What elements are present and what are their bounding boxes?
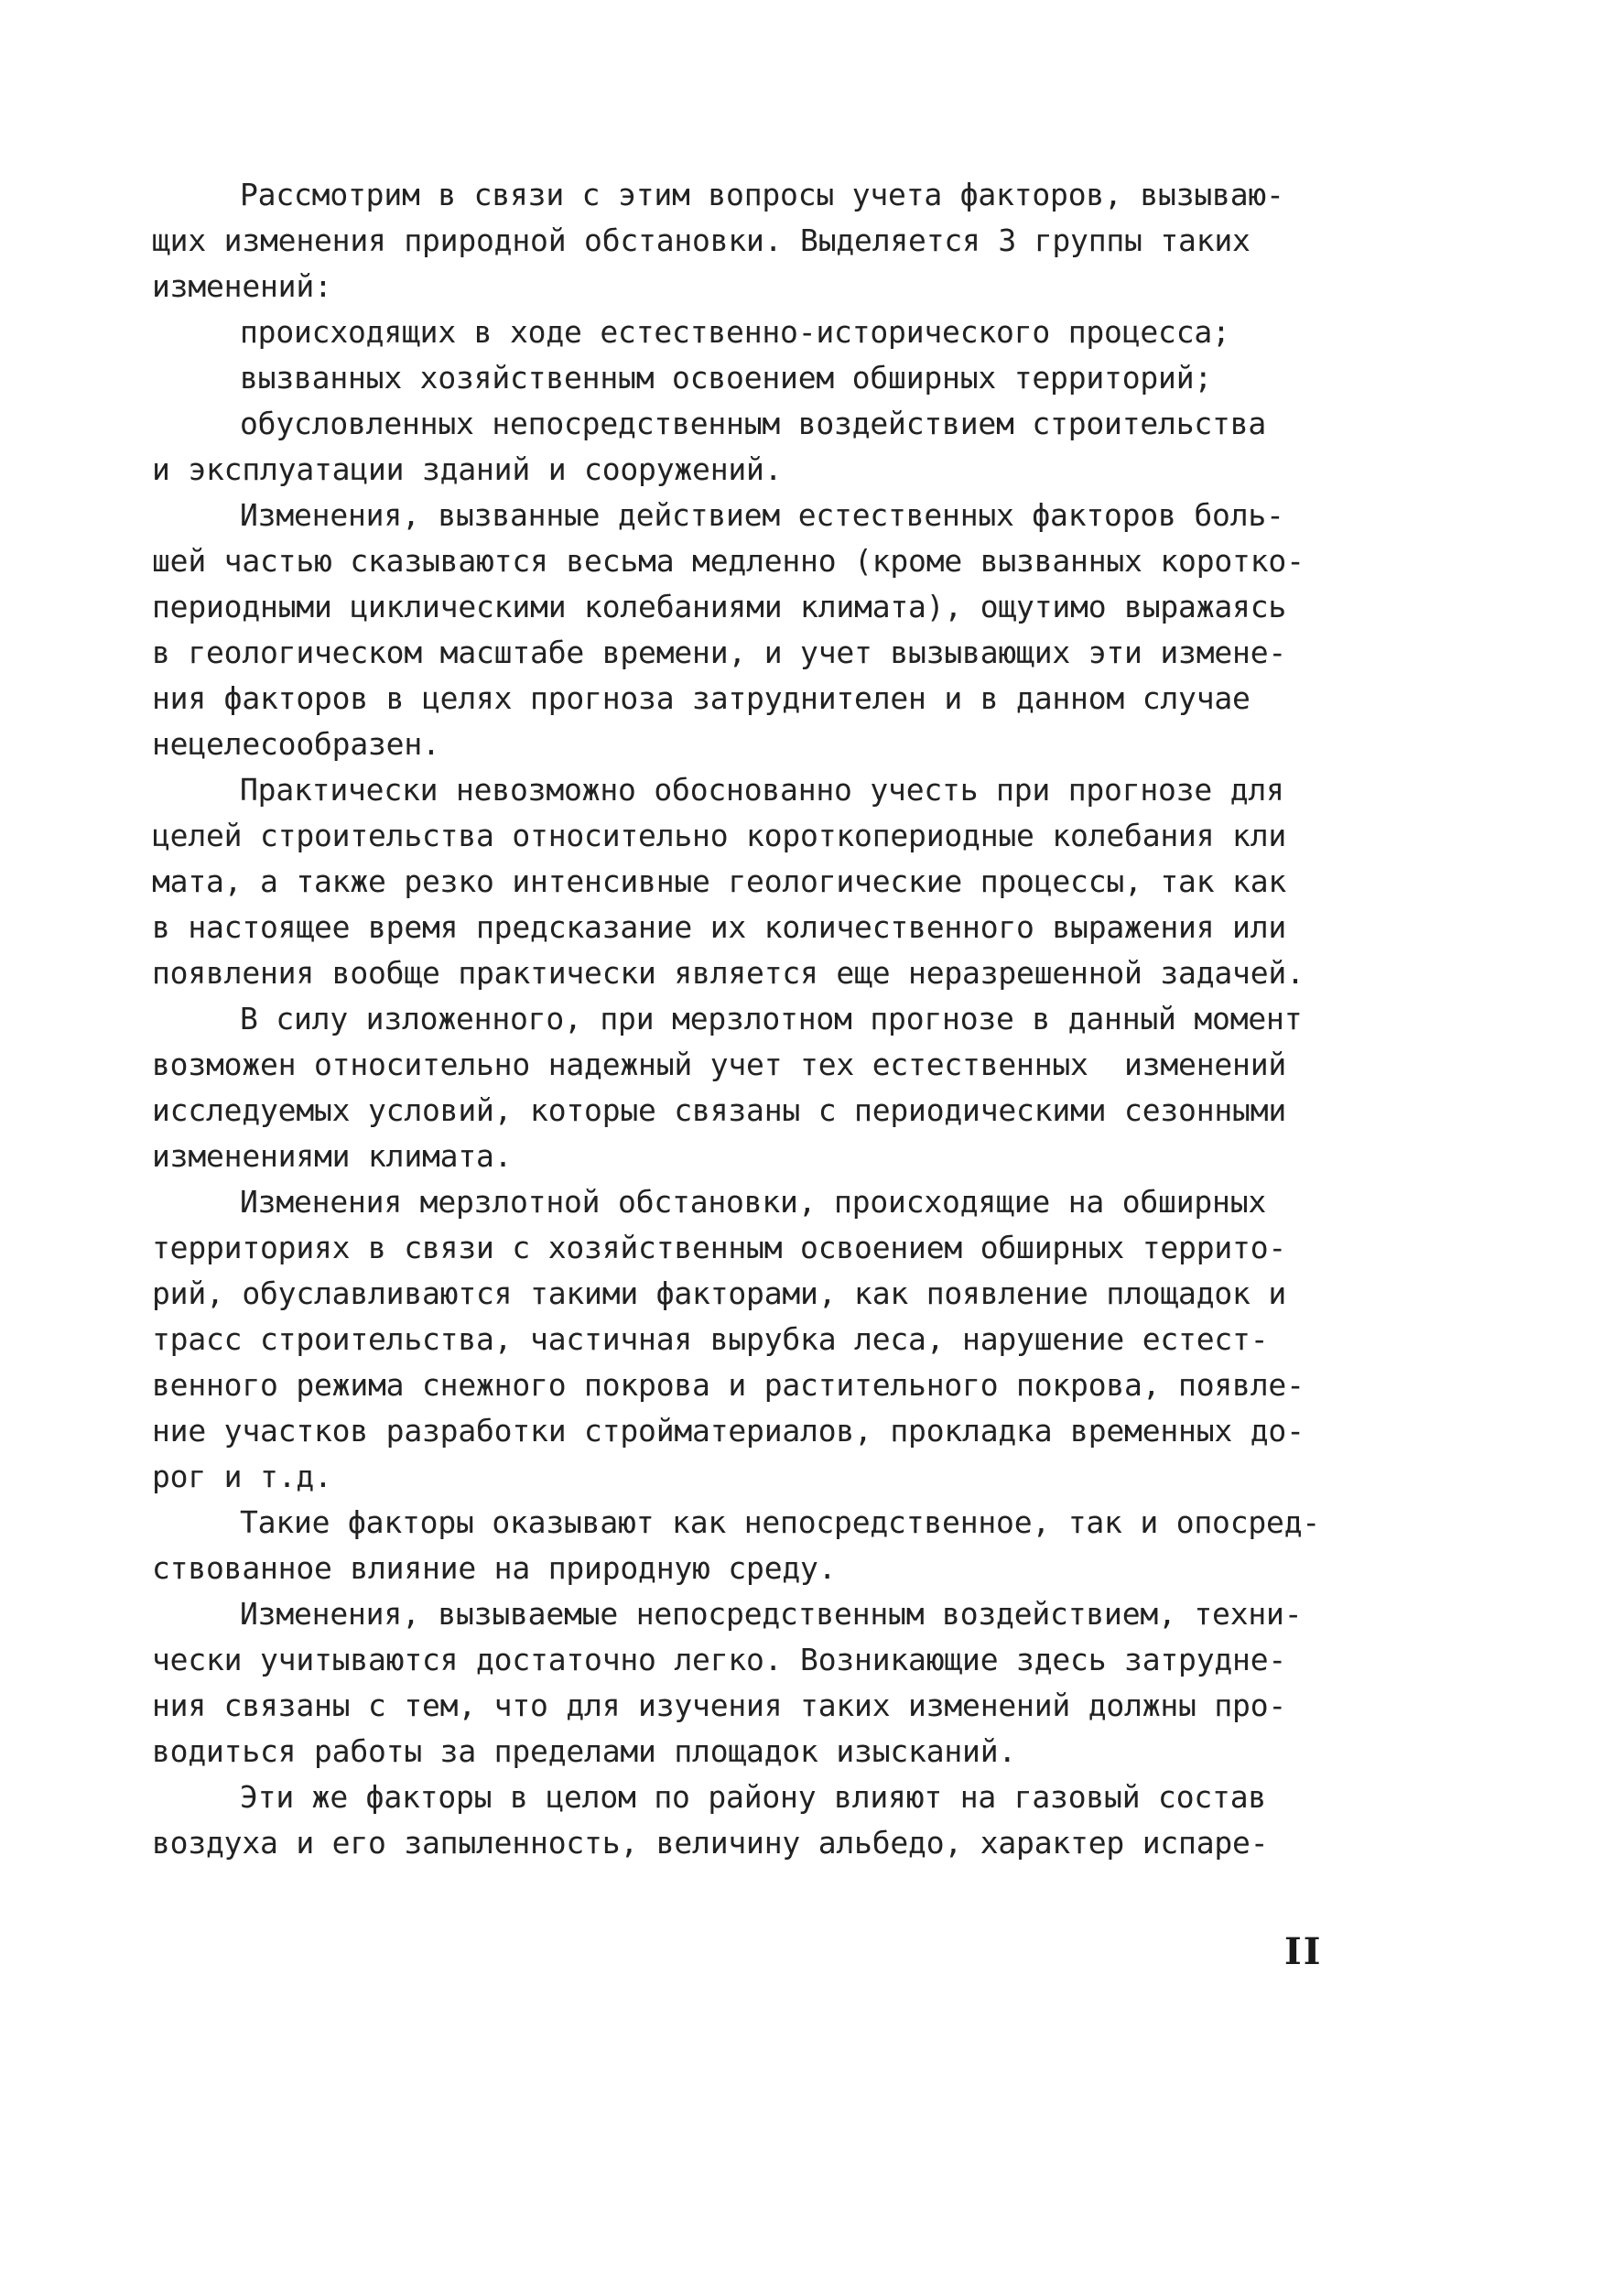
text-line: рий, обуславливаются такими факторами, как появление площадок и [152,1275,1287,1311]
text-line: ния факторов в целях прогноза затруднителен и в данном случае [152,680,1250,716]
text-line: рог и т.д. [152,1459,332,1494]
text-line: Изменения, вызываемые непосредственным воздействием, техни- [240,1596,1303,1632]
text-line: В силу изложенного, при мерзлотном прогнозе в данный момент [240,1001,1303,1036]
text-line: обусловленных непосредственным воздействием строительства [240,406,1267,441]
body-text [152,172,1360,1866]
text-line: ния связаны с тем, что для изучения таких изменений должны про- [152,1688,1287,1723]
text-line: исследуемых условий, которые связаны с периодическими сезонными [152,1092,1287,1128]
text-line: в геологическом масштабе времени, и учет вызывающих эти измене- [152,635,1287,670]
text-line: происходящих в ходе естественно-исторического процесса; [240,314,1230,350]
text-line: водиться работы за пределами площадок изысканий. [152,1733,1017,1769]
text-line: возможен относительно надежный учет тех естественных изменений [152,1047,1287,1082]
text-line: воздуха и его запыленность, величину альбедо, характер испаре- [152,1825,1269,1861]
text-line: мата, а также резко интенсивные геологические процессы, так как [152,863,1287,899]
text-line: периодными циклическими колебаниями климата), ощутимо выражаясь [152,589,1287,624]
text-line: шей частью сказываются весьма медленно (кроме вызванных коротко- [152,543,1305,579]
text-line: Такие факторы оказывают как непосредственное, так и опосред- [240,1504,1321,1540]
text-line: и эксплуатации зданий и сооружений. [152,451,783,487]
text-line: чески учитываются достаточно легко. Возникающие здесь затрудне- [152,1642,1287,1677]
text-line: трасс строительства, частичная вырубка леса, нарушение естест- [152,1321,1269,1357]
text-line: Изменения, вызванные действием естественных факторов боль- [240,497,1284,533]
text-line: ствованное влияние на природную среду. [152,1550,837,1586]
text-line: целей строительства относительно короткопериодные колебания кли [152,818,1287,853]
text-line: Эти же факторы в целом по району влияют на газовый состав [240,1779,1267,1815]
text-line: Изменения мерзлотной обстановки, происходящие на обширных [240,1184,1267,1220]
text-line: изменениями климата. [152,1138,513,1174]
text-line: венного режима снежного покрова и растительного покрова, появле- [152,1367,1305,1403]
text-line: ние участков разработки стройматериалов, прокладка временных до- [152,1413,1305,1449]
text-line: нецелесообразен. [152,726,440,762]
text-line: появления вообще практически является еще неразрешенной задачей. [152,955,1305,991]
text-line: Рассмотрим в связи с этим вопросы учета факторов, вызываю- [240,177,1284,212]
text-line: территориях в связи с хозяйственным освоением обширных террито- [152,1230,1287,1265]
text-line: вызванных хозяйственным освоением обширных территорий; [240,360,1213,396]
page-number: II [1284,1930,1323,1973]
text-line: щих изменения природной обстановки. Выделяется 3 группы таких [152,222,1250,258]
text-line: Практически невозможно обоснованно учесть при прогнозе для [240,772,1284,808]
text-line: изменений: [152,268,332,304]
text-line: в настоящее время предсказание их количественного выражения или [152,909,1287,945]
